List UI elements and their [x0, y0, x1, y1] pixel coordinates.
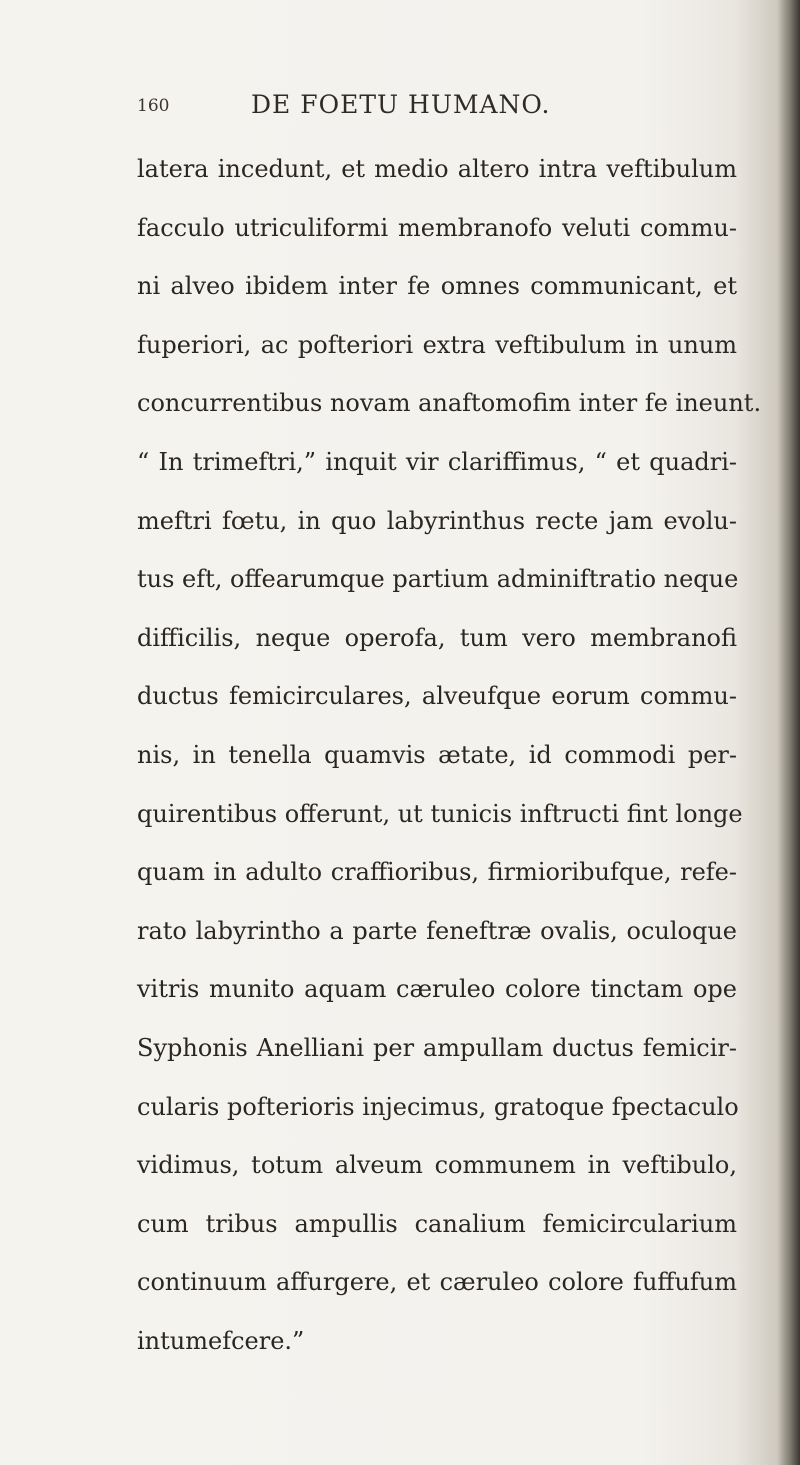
text-line: fuperiori, ac pofteriori extra veftibulum in unum	[137, 330, 737, 359]
text-line: quirentibus offerunt, ut tunicis inftructi fint longe	[137, 799, 743, 828]
text-line: “ In trimeftri,” inquit vir clariffimus, “ et quadri-	[137, 447, 737, 476]
text-line: latera incedunt, et medio altero intra veftibulum	[137, 155, 737, 183]
text-line: vidimus, totum alveum communem in veftibulo,	[137, 1151, 737, 1180]
page-binding-shadow	[778, 0, 800, 1465]
text-line: Syphonis Anelliani per ampullam ductus femicir-	[137, 1033, 737, 1062]
text-line: continuum affurgere, et cæruleo colore fuffufum	[137, 1268, 737, 1297]
text-line: difficilis, neque operofa, tum vero membranofi	[137, 623, 737, 652]
text-line: nis, in tenella quamvis ætate, id commodi per-	[137, 740, 737, 769]
page-number: 160	[137, 96, 170, 116]
text-line: rato labyrintho a parte feneftræ ovalis, oculoque	[137, 916, 737, 945]
text-line: concurrentibus novam anaftomofim inter fe ineunt.	[137, 389, 762, 418]
text-line: facculo utriculiformi membranofo veluti commu-	[137, 213, 737, 242]
text-line: cularis pofterioris injecimus, gratoque fpectaculo	[137, 1092, 739, 1121]
text-line: cum tribus ampullis canalium femicircularium	[137, 1209, 737, 1238]
body-text	[137, 140, 762, 1370]
text-line: quam in adulto craffioribus, firmioribufque, refe-	[137, 858, 737, 887]
text-line: ductus femicirculares, alveufque eorum commu-	[137, 682, 737, 711]
text-line: intumefcere.”	[137, 1326, 305, 1355]
text-line: vitris munito aquam cæruleo colore tinctam ope	[137, 975, 737, 1004]
text-line: tus eft, offearumque partium adminiftratio neque	[137, 565, 739, 594]
text-line: ni alveo ibidem inter fe omnes communicant, et	[137, 272, 737, 301]
text-line: meftri fœtu, in quo labyrinthus recte jam evolu-	[137, 506, 737, 535]
page-header	[137, 90, 697, 130]
running-title: DE FOETU HUMANO.	[251, 90, 551, 119]
